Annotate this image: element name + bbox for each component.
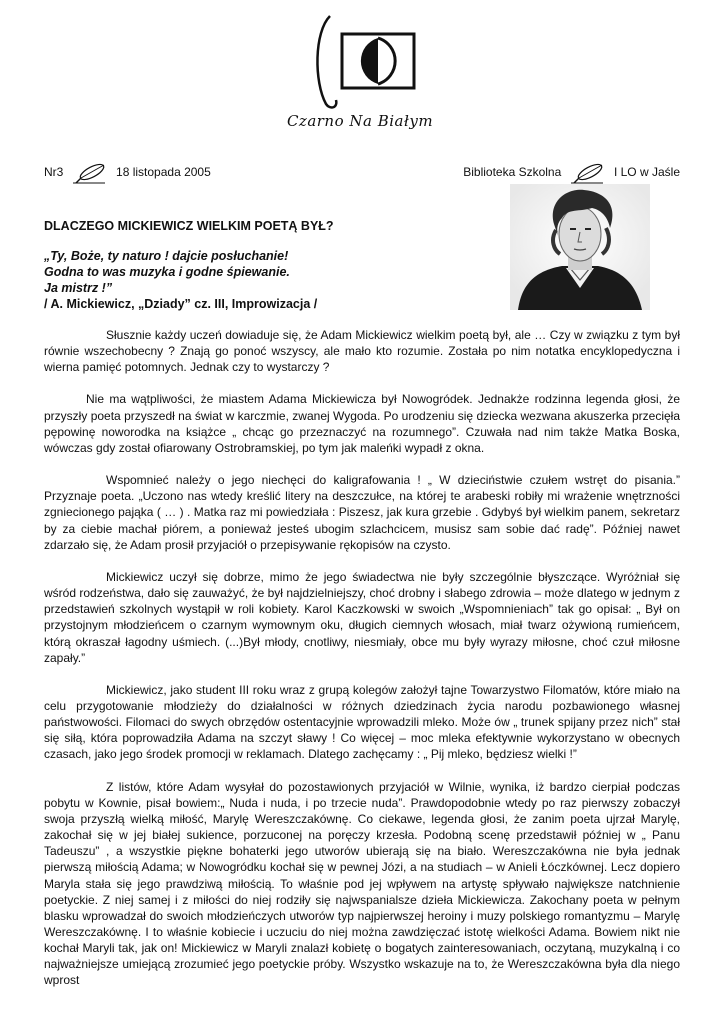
logo-emblem xyxy=(280,12,440,112)
mickiewicz-portrait xyxy=(510,184,650,310)
article-paragraph: Mickiewicz, jako student III roku wraz z grupą kolegów założył tajne Towarzystwo Filomatów, które miało na celu przygotowanie młodzieży do działalności w różnych dziedzinach życia narodu pozbawionego własnej państwowości. Filomaci do swych obrzędów ostentacyjnie wprowadzili mleko. Może ów „ trunek spijany przez nich” stał się siłą, która poprowadziła Adama na szczyt sławy ! Co więcej – moc mleka efektywnie wykorzystano w obecnych czasach, jako jego środek promocji w reklamach. Dlatego zachęcamy : „ Pij mleko, będziesz wielki !” xyxy=(44,682,680,762)
school-name: I LO w Jaśle xyxy=(613,165,680,180)
issue-date: 18 listopada 2005 xyxy=(116,165,211,180)
quote-line: „Ty, Boże, ty naturo ! dajcie posłuchanie! xyxy=(44,249,289,263)
article-epigraph xyxy=(44,248,317,312)
article-paragraph: Mickiewicz uczył się dobrze, mimo że jego świadectwa nie były szczególnie błyszczące. Wyróżniał się wśród rodzeństwa, dało się zauważyć, że był najdzielniejszy, choć drobny i słabego zdrowia – może dlatego w jednym z przedstawień szkolnych wystąpił w roli kobiety. Karol Kaczkowski w swoich „Wspomnieniach” tak go opisał: „ Był on przystojnym młodzieńcem o czarnym wymownym oku, długich ciemnych włosach, miał twarz ożywioną rumieńcem, którą okraszał łagodny uśmiech. (...)Był młody, cnotliwy, niesmiały, obce mu były wyrazy miłosne, choć czuł miłosne zapały.” xyxy=(44,569,680,665)
article-paragraph: Wspomnieć należy o jego niechęci do kaligrafowania ! „ W dzieciństwie czułem wstręt do pisania.” Przyznaje poeta. „Uczono nas wtedy kreślić litery na deszczułce, na której te arabeski robiły mi wrażenie wnętrzności zgniecionego pająka ( … ) . Matka raz mi powiedziała : Piszesz, jak kura grzebie . Gdybyś był wielkim panem, sekretarz by za ciebie machał piórem, a ponieważ jesteś ubogim szlachcicem, musisz sam sobie dać radę”. Później nawet zdarzało się, że Adam prosił przyjaciół o przepisywanie rękopisów na czysto. xyxy=(44,473,680,552)
masthead-logo xyxy=(280,12,440,132)
quote-source: / A. Mickiewicz, „Dziady” cz. III, Improwizacja / xyxy=(44,297,318,311)
quote-line: Ja mistrz !” xyxy=(44,281,113,295)
quill-pen-icon xyxy=(569,162,607,184)
issue-number: Nr3 xyxy=(44,165,64,180)
article-body xyxy=(44,327,680,1005)
issue-header xyxy=(44,160,680,180)
library-name: Biblioteka Szkolna xyxy=(463,165,562,180)
logo-text: Czarno Na Białym xyxy=(286,112,434,130)
quill-pen-icon xyxy=(71,162,109,184)
quote-line: Godna to was muzyka i godne śpiewanie. xyxy=(44,265,290,279)
article-paragraph: Słusznie każdy uczeń dowiaduje się, że Adam Mickiewicz wielkim poetą był, ale … Czy w związku z tym był równie wszechobecny ? Znają go ponoć wszyscy, ale mało kto rozumie. Została po nim notatka encyklopedyczna i wierna pamięć potomnych. Jednak czy to wystarczy ? xyxy=(44,328,680,375)
article-paragraph: Nie ma wątpliwości, że miastem Adama Mickiewicza był Nowogródek. Jednakże rodzinna legenda głosi, że przyszły poeta przyszedł na świat w karczmie, zwanej Wygoda. Po urodzeniu się dziecka wezwana akuszerka przecięła pępowinę noworodka na książce „ chcąc go przeznaczyć na rozumnego”. Czuwała nad nim także Matka Boska, wówczas gdy został ofiarowany Ostrobramskiej, po tym jak maleńki wypadł z okna. xyxy=(44,392,680,455)
issue-info xyxy=(44,162,211,184)
school-info xyxy=(463,162,680,184)
article-title: DLACZEGO MICKIEWICZ WIELKIM POETĄ BYŁ? xyxy=(44,219,334,233)
article-paragraph: Z listów, które Adam wysyłał do pozostawionych przyjaciół w Wilnie, wynika, iż bardzo cierpiał podczas pobytu w Kownie, pisał bowiem:„ Nuda i nuda, i po trzecie nuda”. Prawdopodobnie wtedy po raz pierwszy zobaczył swoja przyszłą wielką miłość, Marylę Wereszczakównę. Co ciekawe, legenda głosi, że zanim poeta ujrzał Marylę, zakochał się w jej białej sukience, porzuconej na poręczy krzesła. Podobną scenę przedstawił później w „ Panu Tadeuszu” , a wszystkie piękne bohaterki jego utworów ubierają się na biało. Wereszczakówna nie była jednak pierwszą miłością Adama; w Nowogródku kochał się w pewnej Józi, a na studiach – w Anieli Łóczkównej. Lecz dopiero Maryla stała się jego prawdziwą miłością. To właśnie pod jej wpływem na artystę spływało największe natchnienie poetyckie. Z niej samej i z miłości do niej rodziły się najwspanialsze dzieła Mickiewicza. Zakochany poeta w pełnym blasku wprowadzał do swoich młodzieńczych utworów typ najpierwszej heroiny i muzy polskiego romantyzmu – Marylę Wereszczakównę. I to właśnie kobiecie i uczuciu do niej można zawdzięczać istotę wielkości Adama. Bowiem nikt nie kochał Maryli tak, jak on! Mickiewicz w Maryli znalazł kobietę o bogatych zainteresowaniach, oczytaną, muzykalną i co najważniejsze umiejącą zrozumieć jego poetyckie próby. Wszystko wskazuje na to, że Wereszczakówna była dla niego wprost xyxy=(44,779,680,988)
